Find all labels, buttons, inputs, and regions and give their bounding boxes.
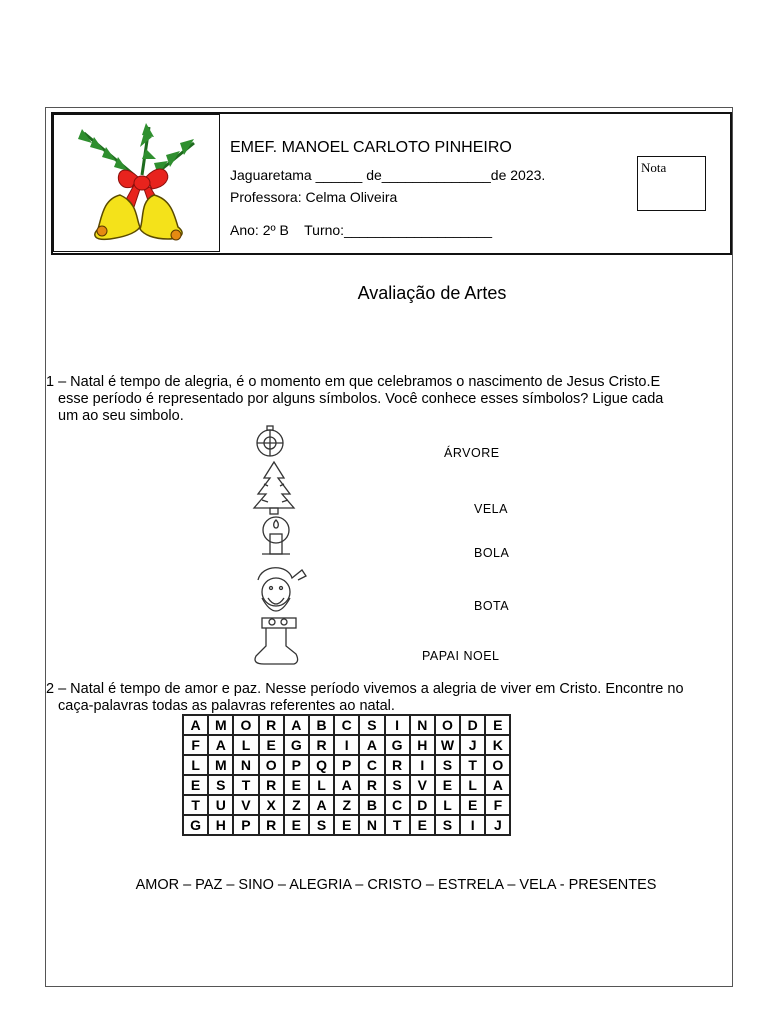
grid-cell[interactable]: P	[334, 755, 359, 775]
grid-cell[interactable]: I	[410, 755, 435, 775]
grid-cell[interactable]: P	[284, 755, 309, 775]
grid-cell[interactable]: L	[233, 735, 258, 755]
question-2	[46, 681, 736, 715]
grid-cell[interactable]: V	[410, 775, 435, 795]
ornament-ball-icon	[257, 426, 283, 456]
grid-cell[interactable]: N	[410, 715, 435, 735]
grid-cell[interactable]: S	[435, 755, 460, 775]
grid-cell[interactable]: D	[410, 795, 435, 815]
question-1-line-1: 1 – Natal é tempo de alegria, é o momento em que celebramos o nascimento de Jesus Cristo.E	[46, 374, 661, 390]
grid-cell[interactable]: E	[334, 815, 359, 835]
grid-cell[interactable]: F	[485, 795, 510, 815]
grid-cell[interactable]: U	[208, 795, 233, 815]
grid-cell[interactable]: A	[309, 795, 334, 815]
grid-cell[interactable]: P	[233, 815, 258, 835]
word-search-grid[interactable]	[182, 714, 511, 836]
grid-cell[interactable]: W	[435, 735, 460, 755]
christmas-tree-icon	[254, 462, 294, 514]
grid-cell[interactable]: K	[485, 735, 510, 755]
grid-cell[interactable]: Z	[284, 795, 309, 815]
grid-row	[183, 795, 510, 815]
teacher-line: Professora: Celma Oliveira	[230, 189, 398, 205]
grid-cell[interactable]: L	[309, 775, 334, 795]
grid-cell[interactable]: S	[385, 775, 410, 795]
grid-row	[183, 715, 510, 735]
grid-cell[interactable]: F	[183, 735, 208, 755]
grid-cell[interactable]: J	[485, 815, 510, 835]
symbol-label-bota: BOTA	[474, 599, 510, 613]
grid-cell[interactable]: A	[208, 735, 233, 755]
class-line: Ano: 2º B Turno:___________________	[230, 222, 493, 238]
symbol-label-papai-noel: PAPAI NOEL	[422, 649, 500, 663]
grid-cell[interactable]: E	[485, 715, 510, 735]
grid-cell[interactable]: A	[485, 775, 510, 795]
symbol-label-bola: BOLA	[474, 546, 510, 560]
grid-cell[interactable]: L	[460, 775, 485, 795]
grid-cell[interactable]: A	[183, 715, 208, 735]
date-line: Jaguaretama ______ de______________de 2023.	[230, 167, 546, 183]
grid-cell[interactable]: A	[284, 715, 309, 735]
grid-cell[interactable]: I	[460, 815, 485, 835]
grid-cell[interactable]: L	[435, 795, 460, 815]
grid-cell[interactable]: C	[385, 795, 410, 815]
grid-cell[interactable]: E	[410, 815, 435, 835]
grid-cell[interactable]: B	[309, 715, 334, 735]
grid-cell[interactable]: O	[233, 715, 258, 735]
grid-cell[interactable]: E	[435, 775, 460, 795]
question-2-line-1: 2 – Natal é tempo de amor e paz. Nesse período vivemos a alegria de viver em Cristo. Encontre no	[46, 681, 684, 697]
question-2-line-2: caça-palavras todas as palavras referentes ao natal.	[58, 698, 395, 714]
question-1-line-3: um ao seu simbolo.	[58, 408, 184, 424]
grid-cell[interactable]: M	[208, 715, 233, 735]
grid-cell[interactable]: E	[460, 795, 485, 815]
grid-cell[interactable]: Z	[334, 795, 359, 815]
grid-cell[interactable]: T	[460, 755, 485, 775]
grid-cell[interactable]: E	[284, 815, 309, 835]
christmas-bells-icon	[54, 115, 221, 253]
grid-row	[183, 775, 510, 795]
grid-cell[interactable]: L	[183, 755, 208, 775]
grid-cell[interactable]: X	[259, 795, 284, 815]
question-1	[46, 374, 736, 425]
grid-cell[interactable]: S	[208, 775, 233, 795]
grid-cell[interactable]: H	[410, 735, 435, 755]
symbol-label-vela: VELA	[474, 502, 508, 516]
grid-cell[interactable]: D	[460, 715, 485, 735]
grid-cell[interactable]: I	[334, 735, 359, 755]
grid-cell[interactable]: H	[208, 815, 233, 835]
grid-cell[interactable]: C	[334, 715, 359, 735]
grid-cell[interactable]: S	[309, 815, 334, 835]
grid-row	[183, 755, 510, 775]
grid-cell[interactable]: E	[284, 775, 309, 795]
grid-cell[interactable]: R	[259, 775, 284, 795]
symbol-label-arvore: ÁRVORE	[444, 446, 500, 460]
grid-cell[interactable]: N	[359, 815, 384, 835]
candle-icon	[262, 517, 290, 554]
school-name: EMEF. MANOEL CARLOTO PINHEIRO	[230, 139, 512, 156]
grid-cell[interactable]: S	[435, 815, 460, 835]
grid-cell[interactable]: A	[334, 775, 359, 795]
grid-cell[interactable]: R	[309, 735, 334, 755]
grid-cell[interactable]: G	[284, 735, 309, 755]
grid-cell[interactable]: V	[233, 795, 258, 815]
grid-cell[interactable]: O	[435, 715, 460, 735]
grid-cell[interactable]: I	[385, 715, 410, 735]
grid-cell[interactable]: M	[208, 755, 233, 775]
grade-box[interactable]	[637, 156, 706, 211]
grid-cell[interactable]: R	[259, 715, 284, 735]
grid-cell[interactable]: T	[385, 815, 410, 835]
page-title: Avaliação de Artes	[357, 283, 507, 303]
stocking-icon	[255, 618, 298, 664]
grid-cell[interactable]: R	[385, 755, 410, 775]
grid-row	[183, 735, 510, 755]
logo-box	[53, 114, 220, 252]
grid-cell[interactable]: O	[259, 755, 284, 775]
grid-cell[interactable]: G	[183, 815, 208, 835]
grid-cell[interactable]: T	[233, 775, 258, 795]
grid-cell[interactable]: R	[359, 775, 384, 795]
grid-cell[interactable]: N	[233, 755, 258, 775]
grid-cell[interactable]: J	[460, 735, 485, 755]
grid-cell[interactable]: E	[183, 775, 208, 795]
grid-cell[interactable]: O	[485, 755, 510, 775]
grade-label: Nota	[641, 160, 667, 175]
word-list: AMOR – PAZ – SINO – ALEGRIA – CRISTO – ESTRELA – VELA - PRESENTES	[135, 877, 657, 893]
grid-cell[interactable]: B	[359, 795, 384, 815]
santa-face-icon	[258, 568, 306, 611]
grid-cell[interactable]: T	[183, 795, 208, 815]
grid-cell[interactable]: E	[259, 735, 284, 755]
grid-cell[interactable]: C	[359, 755, 384, 775]
grid-cell[interactable]: S	[359, 715, 384, 735]
grid-cell[interactable]: A	[359, 735, 384, 755]
grid-row	[183, 815, 510, 835]
grid-cell[interactable]: Q	[309, 755, 334, 775]
question-1-line-2: esse período é representado por alguns símbolos. Você conhece esses símbolos? Ligue cada	[58, 391, 664, 407]
grid-cell[interactable]: R	[259, 815, 284, 835]
symbols-matching-panel	[246, 422, 546, 670]
grid-cell[interactable]: G	[385, 735, 410, 755]
